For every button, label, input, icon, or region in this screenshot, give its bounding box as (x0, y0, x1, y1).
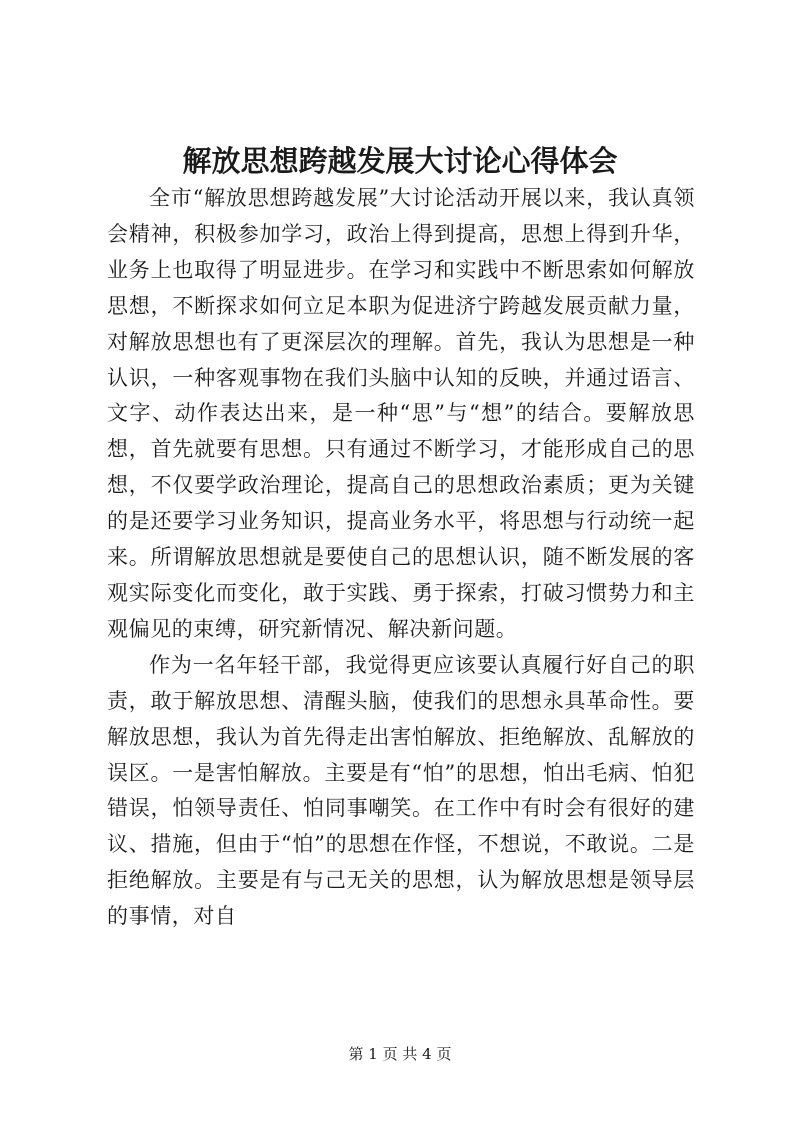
document-title: 解放思想跨越发展大讨论心得体会 (182, 144, 618, 178)
document-body (107, 181, 695, 935)
page-number-footer: 第 1 页 共 4 页 (348, 1045, 452, 1063)
paragraph-2: 作为一名年轻干部，我觉得更应该要认真履行好自己的职责，敢于解放思想、清醒头脑，使我们的思想永具革命性。要解放思想，我认为首先得走出害怕解放、拒绝解放、乱解放的误区。一是害怕解放。主要是有“怕”的思想，怕出毛病、怕犯错误，怕领导责任、怕同事嘲笑。在工作中有时会有很好的建议、措施，但由于“怕”的思想在作怪，不想说，不敢说。二是拒绝解放。主要是有与己无关的思想，认为解放思想是领导层的事情，对自 (107, 652, 695, 929)
paragraph-1: 全市“解放思想跨越发展”大讨论活动开展以来，我认真领会精神，积极参加学习，政治上得到提高，思想上得到升华，业务上也取得了明显进步。在学习和实践中不断思索如何解放思想，不断探求如何立足本职为促进济宁跨越发展贡献力量，对解放思想也有了更深层次的理解。首先，我认为思想是一种认识，一种客观事物在我们头脑中认知的反映，并通过语言、文字、动作表达出来，是一种“思”与“想”的结合。要解放思想，首先就要有思想。只有通过不断学习，才能形成自己的思想，不仅要学政治理论，提高自己的思想政治素质；更为关键的是还要学习业务知识，提高业务水平，将思想与行动统一起来。所谓解放思想就是要使自己的思想认识，随不断发展的客观实际变化而变化，敢于实践、勇于探索，打破习惯势力和主观偏见的束缚，研究新情况、解决新问题。 (107, 186, 695, 641)
